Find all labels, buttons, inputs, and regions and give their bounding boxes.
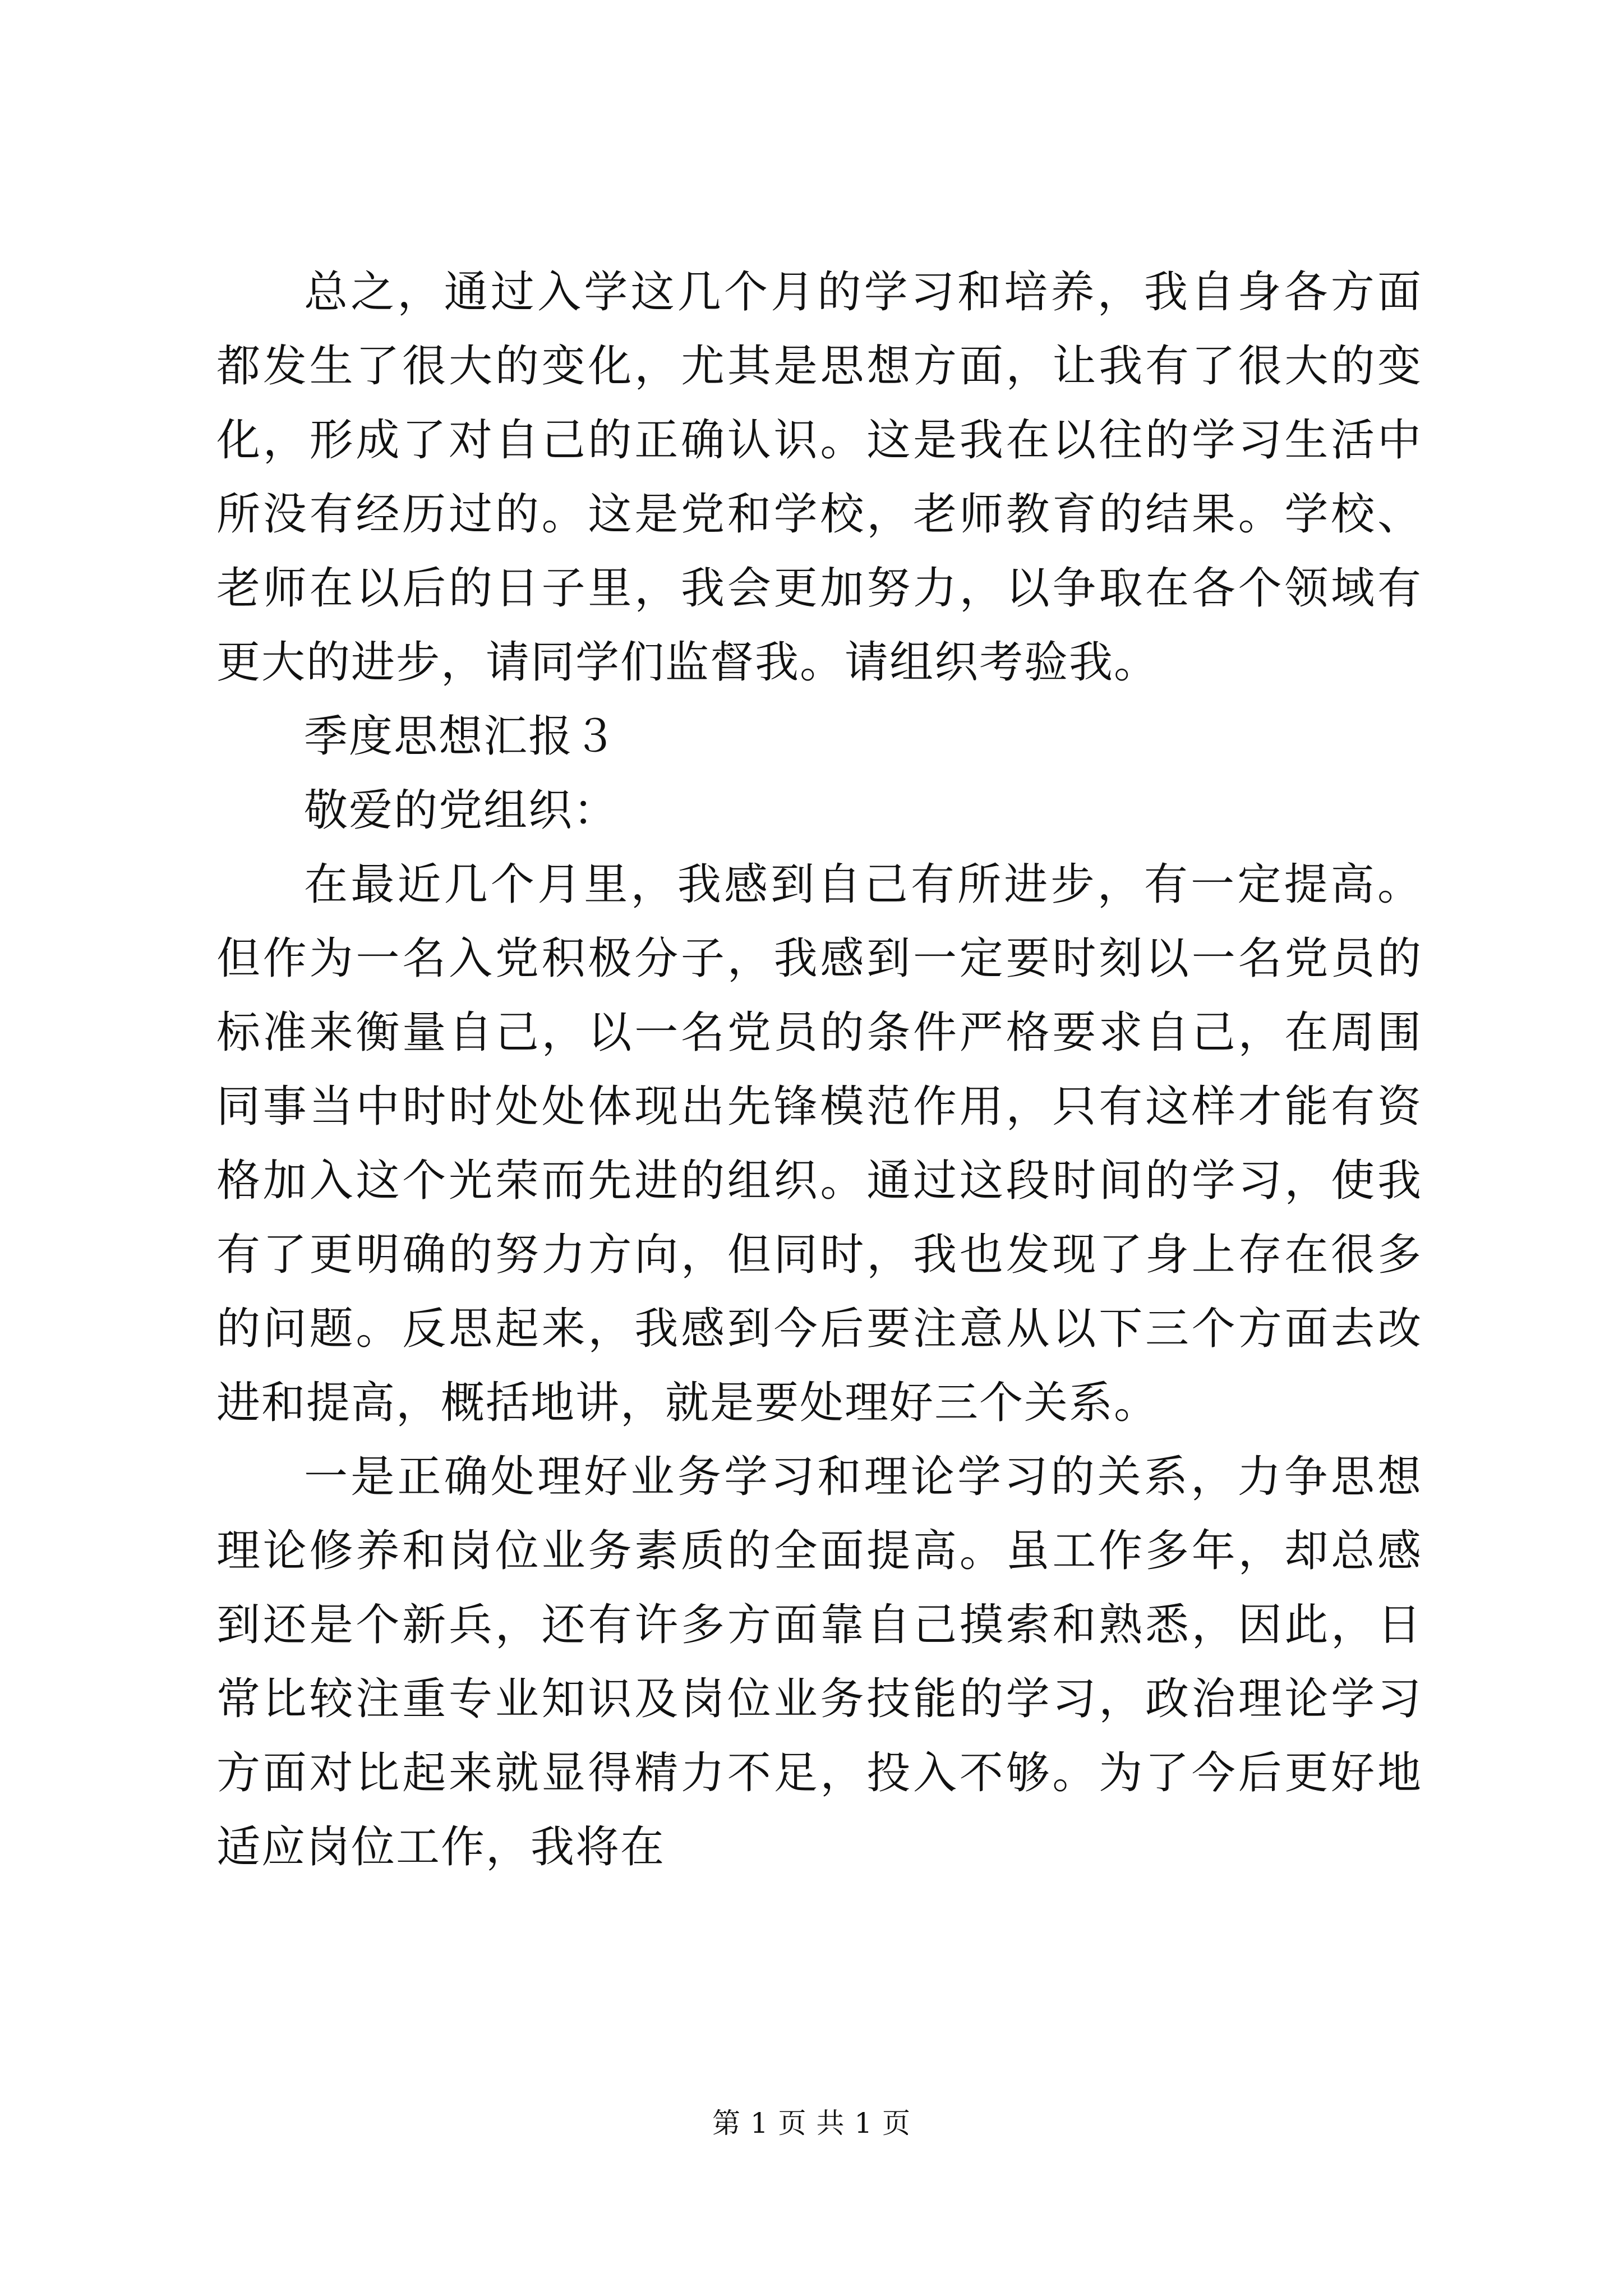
paragraph-first-relation: 一是正确处理好业务学习和理论学习的关系，力争思想理论修养和岗位业务素质的全面提高。虽工作多年，却总感到还是个新兵，还有许多方面靠自己摸索和熟悉，因此，日常比较注重专业知识及岗位业务技能的学习，政治理论学习方面对比起来就显得精力不足，投入不够。为了今后更好地适应岗位工作，我将在 [216,1452,1422,1872]
paragraph-progress: 在最近几个月里，我感到自己有所进步，有一定提高。但作为一名入党积极分子，我感到一定要时刻以一名党员的标准来衡量自己，以一名党员的条件严格要求自己，在周围同事当中时时处处体现出先锋模范作用，只有这样才能有资格加入这个光荣而先进的组织。通过这段时间的学习，使我有了更明确的努力方向，但同时，我也发现了身上存在很多的问题。反思起来，我感到今后要注意从以下三个方面去改进和提高，概括地讲，就是要处理好三个关系。 [216,859,1422,1428]
page-footer: 第 1 页 共 1 页 [712,2107,911,2139]
document-body [216,255,1422,1884]
salutation: 敬爱的党组织： [304,785,619,836]
section-heading: 季度思想汇报３ [304,711,619,762]
paragraph-conclusion: 总之，通过入学这几个月的学习和培养，我自身各方面都发生了很大的变化，尤其是思想方面，让我有了很大的变化，形成了对自己的正确认识。这是我在以往的学习生活中所没有经历过的。这是党和学校，老师教育的结果。学校、老师在以后的日子里，我会更加努力，以争取在各个领域有更大的进步，请同学们监督我。请组织考验我。 [216,267,1422,688]
